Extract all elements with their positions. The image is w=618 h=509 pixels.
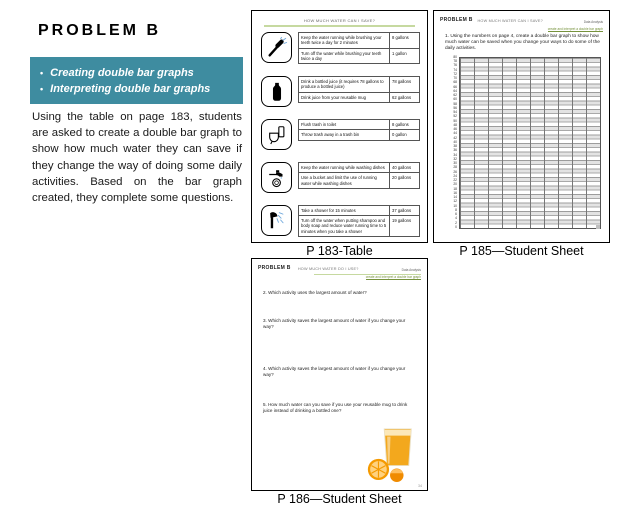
activity-group	[261, 76, 420, 107]
objectives-box	[30, 57, 243, 104]
question-2: 2. Which activity uses the largest amount of water?	[263, 290, 367, 295]
saving-row	[298, 172, 420, 189]
activity-table	[298, 120, 420, 141]
bullet-icon: •	[40, 67, 44, 78]
skill-line-1: Data Analysis	[583, 20, 603, 24]
sheet-header-skills	[548, 17, 603, 31]
juice-bottle-icon	[261, 76, 292, 107]
objective-bullet	[40, 83, 243, 95]
skill-line-2: create and interpret a double bar graph	[547, 27, 603, 31]
activity-desc: Use a bucket and limit the use of running water while washing dishes	[299, 173, 390, 188]
page-number: 34	[418, 484, 422, 488]
activity-desc: Take a shower for 15 minutes	[299, 206, 390, 215]
instruction-text: 1. Using the numbers on page 4, create a double bar graph to show how much water can be saved when you change your ways to do some of the daily activities.	[445, 34, 600, 52]
thumbnail-p183	[251, 10, 428, 243]
sheet-header-title: HOW MUCH WATER CAN I SAVE?	[303, 18, 376, 23]
gallons-value: 62 gallons	[392, 94, 412, 100]
wasteful-row	[298, 162, 420, 173]
gallons-value: 20 gallons	[392, 175, 412, 181]
caption-p183: P 183-Table	[306, 244, 373, 258]
saving-row	[298, 215, 420, 237]
sheet-header-skills	[366, 265, 421, 279]
activity-group	[261, 119, 420, 150]
gallons-value: 1 gallon	[392, 50, 407, 56]
question-4: 4. Which activity saves the largest amount of water if you change your way?	[263, 366, 406, 377]
toothbrush-icon	[261, 32, 292, 63]
shower-icon	[261, 205, 292, 236]
page-corner-mark	[596, 225, 600, 229]
gallons-value: 8 gallons	[392, 122, 409, 127]
header-rule	[314, 274, 421, 275]
gallons-value: 8 gallons	[392, 35, 409, 40]
wasteful-row	[298, 76, 420, 93]
activity-desc: Flush trash in toilet	[299, 120, 390, 129]
gallons-value: 40 gallons	[392, 164, 412, 170]
skill-line-1: Data Analysis	[401, 268, 421, 272]
gallons-value: 19 gallons	[392, 218, 412, 224]
sheet-header-title: HOW MUCH WATER DO I USE?	[297, 267, 359, 271]
thumbnail-p185	[433, 10, 610, 243]
question-3: 3. Which activity saves the largest amount of water if you change your way?	[263, 318, 406, 329]
gallons-value: 37 gallons	[392, 207, 412, 213]
activity-table	[298, 77, 420, 103]
bullet-icon: •	[40, 83, 44, 94]
question-5: 5. How much water can you save if you use your reusable mug to drink juice instead of drinking a bottled one?	[263, 402, 408, 413]
activity-desc: Drink a bottled juice (it requires 78 gallons to produce a bottled juice)	[299, 77, 390, 92]
sheet-header-title: HOW MUCH WATER CAN I SAVE?	[477, 19, 543, 23]
wasteful-row	[298, 32, 420, 49]
saving-row	[298, 48, 420, 65]
gallons-value: 0 gallon	[392, 132, 407, 138]
caption-p185: P 185—Student Sheet	[459, 244, 584, 258]
saving-row	[298, 129, 420, 140]
orange-juice-illustration	[364, 425, 418, 483]
saving-row	[298, 92, 420, 103]
caption-p186: P 186—Student Sheet	[277, 492, 402, 506]
header-rule	[264, 25, 415, 27]
objective-bullet	[40, 67, 243, 79]
objective-label: Interpreting double bar graphs	[50, 82, 211, 95]
description-paragraph: Using the table on page 183, students are asked to create a double bar graph to show how much water they can save if they change the way of doing some daily activities. Based on the bar graph created, they complete some questions.	[32, 111, 242, 205]
activity-desc: Keep the water running while brushing your teeth twice a day for 2 minutes	[299, 33, 390, 48]
sheet-header	[258, 265, 421, 279]
activity-desc: Drink juice from your reusable mug	[299, 93, 390, 102]
faucet-icon	[261, 162, 292, 193]
graph-grid	[459, 57, 601, 229]
activity-group	[261, 162, 420, 193]
graph-y-axis-labels: 80 78 76 74 72 70 68 66 64 62 60 58 56 54 52 50 48 46 44 42 40 38 36 34 32 30 28 26 24 22 20 18 16 14 12 10 8 6 4 2 0	[453, 54, 457, 229]
activity-desc: Keep the water running while washing dishes	[299, 163, 390, 172]
activity-group	[261, 32, 420, 64]
problem-title: PROBLEM B	[38, 22, 161, 39]
activity-desc: Throw trash away in a trash bin	[299, 130, 390, 139]
activity-group	[261, 205, 420, 237]
activity-table	[298, 33, 420, 64]
activity-groups	[261, 32, 420, 237]
activity-desc: Turn off the water when putting shampoo and body soap and reduce water running time to 5 minutes when you take a shower	[299, 216, 390, 236]
wasteful-row	[298, 205, 420, 216]
gallons-value: 78 gallons	[392, 79, 412, 85]
objective-label: Creating double bar graphs	[50, 66, 194, 79]
wasteful-row	[298, 119, 420, 130]
skill-line-2: create and interpret a double bar graph	[365, 275, 421, 279]
activity-desc: Turn off the water while brushing your teeth twice a day	[299, 49, 390, 64]
activity-table	[298, 206, 420, 237]
sheet-header-left: PROBLEM B	[258, 265, 291, 271]
toilet-icon	[261, 119, 292, 150]
sheet-header-left: PROBLEM B	[440, 17, 473, 23]
sheet-header	[440, 17, 603, 31]
thumbnail-p186	[251, 258, 428, 491]
activity-table	[298, 163, 420, 189]
